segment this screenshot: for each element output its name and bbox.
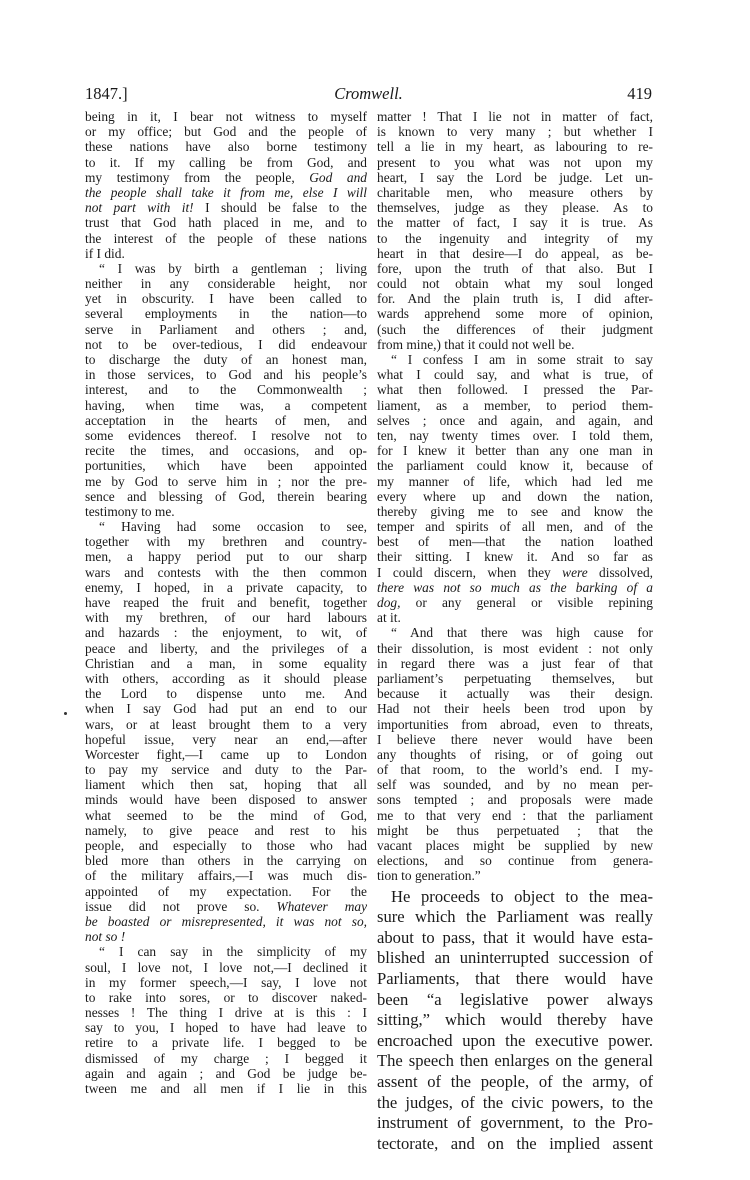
text-line (377, 595, 653, 610)
text-line (85, 139, 367, 154)
text-run: Had not their heels been trod upon by (377, 701, 653, 717)
text-run: any thoughts of rising, or of going out (377, 746, 653, 762)
text-run: vacant places might be supplied by new (377, 838, 653, 853)
text-run: of the military affairs,—I was much dis- (85, 868, 367, 884)
text-run: encroached upon the executive power. (377, 1030, 653, 1050)
text-run: I could discern, when they (377, 564, 563, 580)
text-line (85, 322, 367, 337)
text-run: instrument of government, to the Pro- (377, 1113, 653, 1133)
text-line (85, 443, 367, 458)
text-line (85, 413, 367, 428)
text-run: serve in Parliament and others ; and, (85, 321, 367, 337)
text-line (377, 853, 653, 868)
text-line (85, 808, 367, 823)
text-run: what seemed to be the mind of God, (85, 807, 367, 823)
text-line (377, 185, 653, 200)
text-line (377, 200, 653, 215)
text-line (377, 549, 653, 564)
text-line (377, 671, 653, 686)
text-run: the interest of the people of these nations (85, 230, 367, 246)
text-line (85, 868, 367, 883)
text-line (377, 823, 653, 838)
text-line (85, 717, 367, 732)
text-run: not to be over-tedious, I did endeavour (85, 336, 367, 352)
text-line (85, 398, 367, 413)
text-line (377, 701, 653, 716)
text-run: with others, according as it should please (85, 670, 367, 686)
text-line (377, 443, 653, 458)
text-run: “ And that there was high cause for (391, 625, 653, 641)
text-line (377, 398, 653, 413)
text-run: again and again ; and God be judge be- (85, 1065, 367, 1081)
text-line (85, 489, 367, 504)
text-run: together with my brethren and country- (85, 534, 367, 550)
text-line (377, 155, 653, 170)
text-line (85, 534, 367, 549)
text-run: tion to generation.” (377, 868, 481, 884)
text-run: wards apprehend some more of opinion, (377, 306, 653, 322)
text-run: when I say God had put an end to our (85, 701, 367, 717)
text-line (377, 504, 653, 519)
text-run: wars, or at least brought them to a very (85, 716, 367, 732)
text-line (85, 1081, 367, 1096)
text-run: hopeful issue, very near an end,—after (85, 731, 367, 747)
text-line (377, 777, 653, 792)
text-run: sons tempted ; and proposals were made (377, 792, 653, 808)
text-run: for I knew it better than any one man in (377, 443, 653, 459)
text-run: if I did. (85, 245, 125, 261)
text-run: present to you what was not upon my (377, 154, 653, 170)
text-line (85, 155, 367, 170)
text-run: testimony to me. (85, 503, 175, 519)
italic-run: not part with it! (85, 200, 194, 216)
text-line (377, 580, 653, 595)
text-run: to the ingenuity and integrity of my (377, 230, 653, 246)
text-line (85, 215, 367, 230)
text-line (85, 261, 367, 276)
text-run: I believe there never would have been (377, 731, 653, 747)
text-line (377, 732, 653, 747)
text-run: have reaped the fruit and benefit, together (85, 595, 367, 610)
text-line (85, 1005, 367, 1020)
text-run: bled more than others in the carrying on (85, 853, 367, 869)
text-line (85, 838, 367, 853)
text-run: and hazards : the enjoyment, to wit, of (85, 625, 367, 641)
text-run: tell a lie in my heart, as labouring to re- (377, 139, 653, 155)
text-line (85, 656, 367, 671)
text-line (377, 291, 653, 306)
text-line (377, 139, 653, 154)
text-run: to rake into sores, or to discover naked- (85, 989, 367, 1005)
text-line (85, 1066, 367, 1081)
text-run: being in it, I bear not witness to myself (85, 109, 367, 124)
text-line (85, 352, 367, 367)
text-run: importunities from abroad, even to threats, (377, 716, 653, 732)
text-run: because it actually was their design. (377, 686, 653, 702)
text-run: having, when time was, a competent (85, 397, 367, 413)
text-line (377, 565, 653, 580)
text-line (377, 747, 653, 762)
text-run: “ I can say in the simplicity of my (99, 944, 367, 960)
text-run: or any general or visible repining (400, 595, 653, 610)
text-run: acceptation in the hearts of men, and (85, 412, 367, 428)
text-run: liament which then sat, hoping that all (85, 777, 367, 793)
text-line (85, 504, 367, 519)
text-line (85, 382, 367, 397)
text-line (377, 686, 653, 701)
text-line (85, 1051, 367, 1066)
italic-run: not so ! (85, 929, 126, 945)
text-line (85, 944, 367, 959)
text-line (85, 641, 367, 656)
text-run: tween me and all men if I lie in this (85, 1081, 367, 1096)
text-run: the judges, of the civic powers, to the (377, 1092, 653, 1112)
text-line (377, 990, 653, 1011)
text-run: Worcester fight,—I came up to London (85, 746, 367, 762)
text-line (85, 109, 367, 124)
text-run: interest, and to the Commonwealth ; (85, 382, 367, 398)
text-line (85, 276, 367, 291)
text-line (85, 1035, 367, 1050)
text-run: sure which the Parliament was really (377, 907, 653, 927)
text-line (377, 489, 653, 504)
text-line (85, 990, 367, 1005)
text-line (377, 808, 653, 823)
text-line (85, 246, 367, 261)
text-run: my testimony from the people, (85, 169, 310, 185)
text-line (85, 474, 367, 489)
text-run: “ I was by birth a gentleman ; living (99, 260, 367, 276)
text-run: or my office; but God and the people of (85, 124, 367, 140)
text-line (377, 352, 653, 367)
text-line (85, 595, 367, 610)
text-run: several employments in the nation—to (85, 306, 367, 322)
text-line (85, 170, 367, 185)
italic-run: Whatever may (276, 898, 368, 914)
commentary-paragraph (377, 887, 653, 1155)
text-run: my manner of life, which had led me (377, 473, 653, 489)
text-run: portunities, which have been appointed (85, 458, 367, 474)
text-line (377, 474, 653, 489)
text-run: what then followed. I pressed the Par- (377, 382, 653, 398)
text-line (377, 1072, 653, 1093)
text-run: yet in obscurity. I have been called to (85, 291, 367, 307)
text-run: The speech then enlarges on the general (377, 1051, 653, 1071)
text-line (85, 610, 367, 625)
header-title: Cromwell. (334, 84, 403, 103)
text-line (85, 960, 367, 975)
text-line (377, 1134, 653, 1155)
text-line (377, 928, 653, 949)
text-run: ten, nay twenty times over. I told them, (377, 427, 653, 443)
text-run: in regard there was a just fear of that (377, 655, 653, 671)
text-line (377, 337, 653, 352)
text-run: enemy, I hoped, in a private capacity, to (85, 579, 367, 595)
text-run: their dissolution, is most evident : not only (377, 640, 653, 656)
text-run: I should be false to the (193, 200, 368, 216)
text-run: namely, to give peace and rest to his (85, 822, 367, 838)
text-line (377, 534, 653, 549)
text-line (377, 231, 653, 246)
text-run: to pay my service and duty to the Par- (85, 762, 367, 778)
text-run: in my former speech,—I say, I love not (85, 974, 367, 990)
text-run: soul, I love not, I love not,—I declined it (85, 959, 367, 975)
text-run: the Lord to dispense unto me. And (85, 686, 367, 702)
text-run: their sitting. I knew it. And so far as (377, 549, 653, 565)
text-line (377, 413, 653, 428)
text-run: trust that God hath placed in me, and to (85, 215, 367, 231)
text-line (377, 656, 653, 671)
text-run: say to you, I hoped to have had leave to (85, 1020, 367, 1036)
text-line (377, 887, 653, 908)
text-run: elections, and so continue from genera- (377, 853, 653, 869)
text-line (85, 747, 367, 762)
text-run: been “a legislative power always (377, 989, 653, 1009)
text-line (377, 124, 653, 139)
text-run: Christian and a man, in some equality (85, 655, 367, 671)
text-line (85, 549, 367, 564)
text-line (377, 428, 653, 443)
text-line (85, 337, 367, 352)
text-run: might be thus perpetuated ; that the (377, 822, 653, 838)
header-year: 1847.] (85, 84, 128, 103)
text-line (377, 367, 653, 382)
text-run: nesses ! The thing I drive at is this : I (85, 1005, 367, 1021)
text-line (377, 762, 653, 777)
text-line (85, 975, 367, 990)
text-line (85, 185, 367, 200)
text-line (85, 291, 367, 306)
text-line (377, 261, 653, 276)
right-column (377, 109, 653, 1154)
text-line (85, 519, 367, 534)
text-line (85, 914, 367, 929)
text-line (377, 838, 653, 853)
text-run: with my brethren, of our hard labours (85, 610, 367, 626)
text-run: “ I confess I am in some strait to say (391, 352, 653, 367)
italic-run: be boasted or misrepresented, it was not so, (85, 913, 367, 929)
text-run: people, and especially to those who had (85, 838, 367, 853)
text-line (85, 306, 367, 321)
text-run: retire to a private life. I begged to be (85, 1035, 367, 1051)
text-line (85, 686, 367, 701)
text-line (85, 929, 367, 944)
text-line (377, 276, 653, 291)
text-line (377, 519, 653, 534)
text-run: Parliaments, that there would have (377, 968, 653, 988)
text-run: temper and spirits of all men, and of the (377, 519, 653, 535)
text-run: sence and blessing of God, therein bearing (85, 488, 367, 504)
text-line (85, 762, 367, 777)
text-line (377, 1010, 653, 1031)
text-run: matter ! That I lie not in matter of fact, (377, 109, 653, 124)
text-run: themselves, judge as they please. As to (377, 200, 653, 216)
text-line (377, 948, 653, 969)
text-line (85, 1020, 367, 1035)
text-run: dismissed of my charge ; I begged it (85, 1050, 367, 1066)
text-run: blished an uninterrupted succession of (377, 948, 653, 968)
speech-quotation (377, 109, 653, 884)
text-line (377, 322, 653, 337)
italic-run: there was not so much as the barking of a (377, 579, 653, 595)
text-line (377, 458, 653, 473)
text-line (85, 231, 367, 246)
text-run: peace and liberty, and the privileges of a (85, 640, 367, 656)
text-line (85, 701, 367, 716)
page-number: 419 (627, 84, 652, 103)
text-line (85, 853, 367, 868)
text-line (377, 969, 653, 990)
text-line (377, 246, 653, 261)
text-run: charitable men, who measure others by (377, 184, 653, 200)
text-line (377, 792, 653, 807)
text-run: wars and contests with the then common (85, 564, 367, 580)
text-line (377, 1031, 653, 1052)
text-run: sitting,” which would thereby have (377, 1010, 653, 1030)
text-run: minds would have been disposed to answer (85, 792, 367, 808)
text-run: fore, upon the truth of that also. But I (377, 260, 653, 276)
text-run: heart, I say the Lord be judge. Let un- (377, 169, 653, 185)
text-line (377, 170, 653, 185)
text-run: thereby giving me to see and know the (377, 503, 653, 519)
text-line (85, 884, 367, 899)
text-run: He proceeds to object to the mea- (391, 886, 653, 906)
text-run: self was sounded, and by no mean per- (377, 777, 653, 793)
text-run: (such the differences of their judgment (377, 321, 653, 337)
text-run: could not obtain what my soul longed (377, 276, 653, 292)
text-line (377, 610, 653, 625)
text-run: liament, as a member, to period them- (377, 397, 653, 413)
text-run: at it. (377, 610, 401, 626)
text-run: is known to very many ; but whether I (377, 124, 653, 140)
text-run: men, a happy period put to our sharp (85, 549, 367, 565)
text-line (377, 109, 653, 124)
text-run: from mine,) that it could not well be. (377, 336, 575, 352)
text-run: the matter of fact, I say it is true. As (377, 215, 653, 231)
margin-mark (64, 712, 67, 715)
text-line (85, 200, 367, 215)
text-run: tectorate, and on the implied assent (377, 1133, 653, 1153)
text-run: every where up and down the nation, (377, 488, 653, 504)
text-run: neither in any considerable height, nor (85, 276, 367, 292)
text-run: me to that very end : that the parliament (377, 807, 653, 823)
text-run: “ Having had some occasion to see, (99, 519, 367, 535)
text-line (85, 732, 367, 747)
text-run: me by God to serve him in ; nor the pre- (85, 473, 367, 489)
text-line (85, 580, 367, 595)
text-run: heart in that desire—I do appeal, as be- (377, 245, 653, 261)
text-line (85, 823, 367, 838)
text-run: parliament’s perpetuating themselves, but (377, 670, 653, 686)
text-run: what I could say, and what is true, of (377, 367, 653, 383)
text-run: selves ; once and again, and again, and (377, 412, 653, 428)
text-line (85, 367, 367, 382)
text-run: about to pass, that it would have esta- (377, 927, 653, 947)
text-line (85, 428, 367, 443)
left-column (85, 109, 367, 1096)
text-line (85, 458, 367, 473)
text-run: of that room, to the world’s end. I my- (377, 762, 653, 778)
text-line (85, 565, 367, 580)
text-line (85, 792, 367, 807)
italic-run: were (562, 564, 588, 580)
text-line (377, 641, 653, 656)
text-line (377, 382, 653, 397)
text-run: appointed of my expectation. For the (85, 883, 367, 899)
text-run: issue did not prove so. (85, 898, 277, 914)
text-run: to it. If my calling be from God, and (85, 154, 367, 170)
text-line (377, 717, 653, 732)
text-line (85, 625, 367, 640)
text-run: in those services, to God and his people’s (85, 367, 367, 383)
italic-run: the people shall take it from me, else I will (85, 184, 367, 200)
text-run: the parliament could know it, because of (377, 458, 653, 474)
italic-run: dog, (377, 595, 401, 610)
running-header (85, 84, 652, 106)
text-line (377, 215, 653, 230)
text-line (85, 777, 367, 792)
text-run: these nations have also borne testimony (85, 139, 367, 155)
text-run: some evidences thereof. I resolve not to (85, 427, 367, 443)
text-line (85, 899, 367, 914)
text-line (377, 306, 653, 321)
text-run: recite the times, and occasions, and op- (85, 443, 367, 459)
text-line (377, 1051, 653, 1072)
text-run: dissolved, (587, 564, 653, 580)
text-line (377, 1113, 653, 1134)
text-run: for. And the plain truth is, I did after- (377, 291, 653, 307)
text-run: assent of the people, of the army, of (377, 1071, 653, 1091)
text-run: to discharge the duty of an honest man, (85, 352, 367, 367)
text-line (377, 907, 653, 928)
text-line (85, 124, 367, 139)
italic-run: God and (309, 169, 367, 185)
text-line (85, 671, 367, 686)
text-run: best of men—that the nation loathed (377, 534, 653, 550)
text-line (377, 868, 653, 883)
text-line (377, 625, 653, 640)
text-line (377, 1093, 653, 1114)
